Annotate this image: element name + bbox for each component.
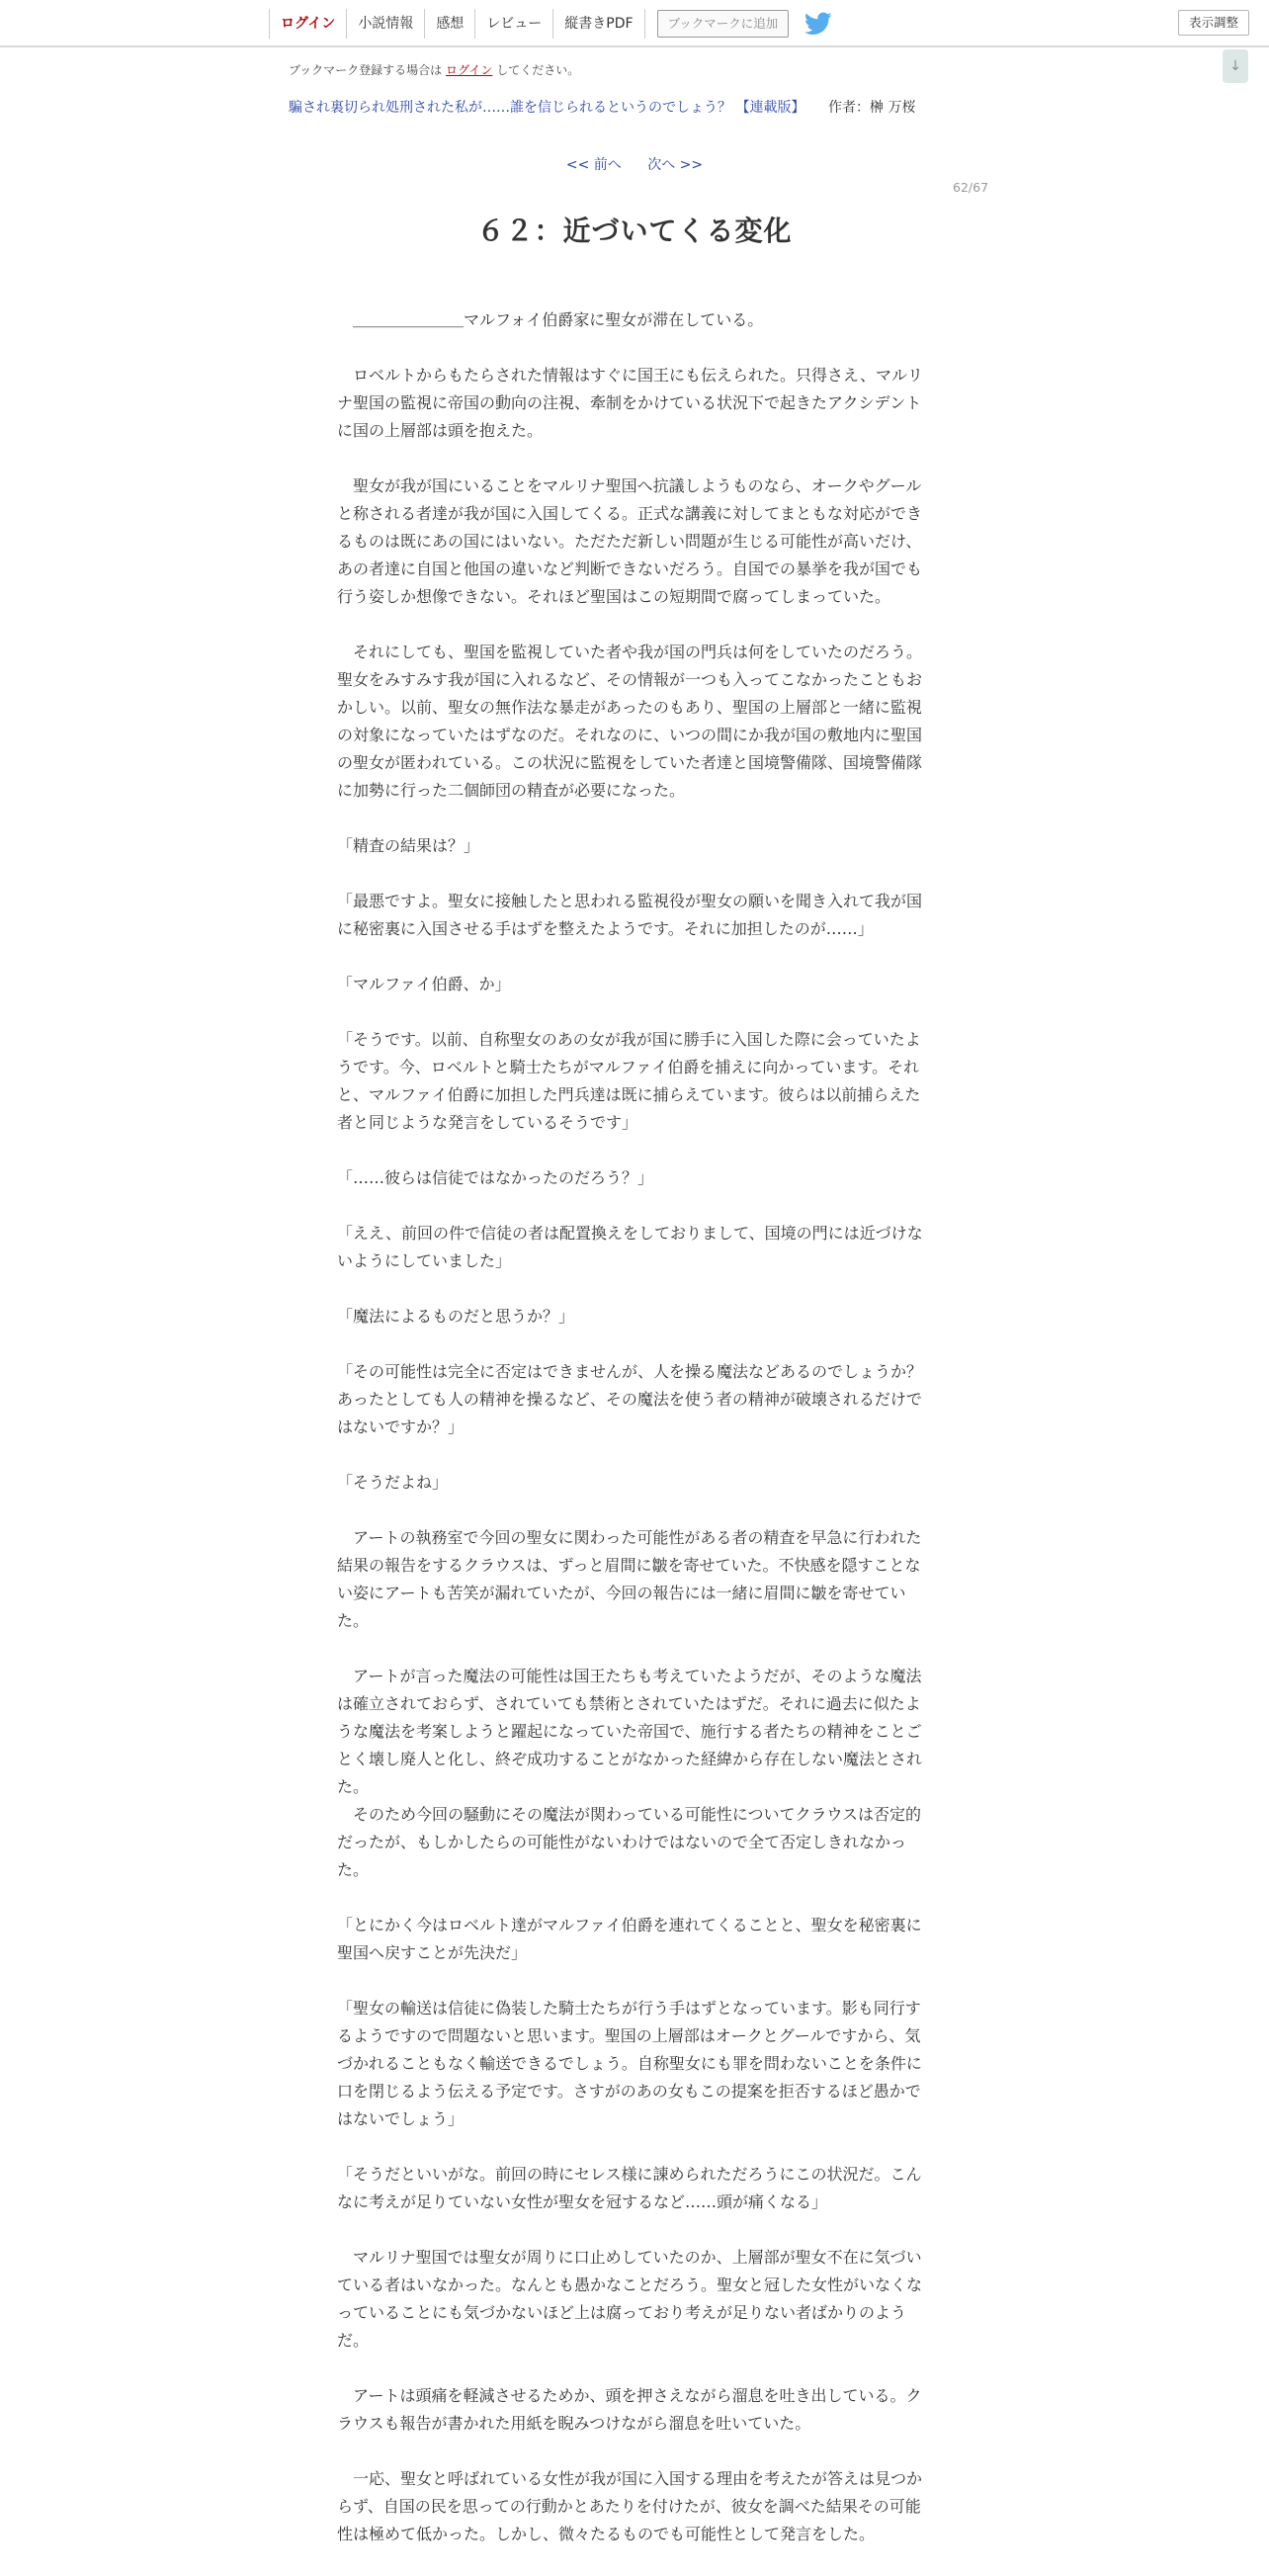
body-paragraph: 聖女が我が国にいることをマルリナ聖国へ抗議しようものなら、オークやグールと称される者達が我が国に入国してくる。正式な講義に対してまともな対応ができるものは既にあの国にはいない。ただただ新しい問題が生じる可能性が高いだけ、あの者達に自国と他国の違いなど判断できないだろう。自国での暴挙を我が国でも行う姿しか想像できない。それほど聖国はこの短期間で腐ってしまっていた。: [337, 476, 923, 606]
top-nav: [269, 9, 832, 39]
body-paragraph: アートは頭痛を軽減させるためか、頭を押さえながら溜息を吐き出している。クラウスも報告が書かれた用紙を睨みつけながら溜息を吐いていた。: [337, 2386, 922, 2433]
chapter-title: ６２：近づいてくる変化: [476, 215, 793, 247]
body-paragraph: それにしても、聖国を監視していた者や我が国の門兵は何をしていたのだろう。聖女をみすみす我が国に入れるなど、その情報が一つも入ってこなかったこともおかしい。以前、聖女の無作法な暴走があったのもあり、聖国の上層部と一緒に監視の対象になっていたはずなのだ。それなのに、いつの間にか我が国の敷地内に聖国の聖女が匿われている。この状況に監視をしていた者達と国境警備隊、国境警備隊に加勢に行った二個師団の精査が必要になった。: [337, 643, 923, 800]
body-paragraph: 一応、聖女と呼ばれている女性が我が国に入国する理由を考えたが答えは見つからず、自国の民を思っての行動かとあたりを付けたが、彼女を調べた結果その可能性は極めて低かった。しかし、微々たるものでも可能性として発言をした。: [337, 2469, 923, 2543]
scroll-down-button[interactable]: ↓: [1223, 49, 1248, 83]
episode-counter: 62/67: [953, 180, 989, 195]
body-paragraph: 「その可能性は完全に否定はできませんが、人を操る魔法などあるのでしょうか？ あったとしても人の精神を操るなど、その魔法を使う者の精神が破壊されるだけではないですか？」: [337, 1362, 939, 1436]
episode-pager: [0, 154, 1269, 174]
body-paragraph: 「最悪ですよ。聖女に接触したと思われる監視役が聖女の願いを聞き入れて我が国に秘密裏に入国させる手はずを整えたようです。それに加担したのが……」: [337, 892, 923, 938]
bookmark-login-link[interactable]: ログイン: [446, 63, 493, 77]
display-settings-button[interactable]: 表示調整: [1178, 10, 1249, 36]
body-paragraph: 「魔法によるものだと思うか？」: [337, 1307, 575, 1326]
bookmark-login-note: [289, 61, 579, 78]
body-paragraph: 「マルファイ伯爵、か」: [337, 975, 511, 993]
novel-title-link[interactable]: 騙され裏切られ処刑された私が……誰を信じられるというのでしょう？ 【連載版】: [289, 100, 805, 116]
bookmark-note-before: ブックマーク登録する場合は: [289, 63, 443, 77]
next-episode-link[interactable]: 次へ >>: [647, 157, 704, 173]
author-name: 作者：榊 万桜: [828, 100, 916, 116]
nav-review[interactable]: レビュー: [474, 9, 552, 39]
body-paragraph: 「聖女の輸送は信徒に偽装した騎士たちが行う手はずとなっています。影も同行するようですので問題ないと思います。聖国の上層部はオークとグールですから、気づかれることもなく輸送できるでしょう。自称聖女にも罪を問わないことを条件に口を閉じるよう伝える予定です。さすがのあの女もこの提案を拒否するほど愚かではないでしょう」: [337, 1999, 922, 2128]
nav-novel-info[interactable]: 小説情報: [346, 9, 424, 39]
body-paragraph: 「そうだよね」: [337, 1473, 449, 1492]
body-paragraph: 「そうだといいがな。前回の時にセレス様に諌められただろうにこの状況だ。こんなに考えが足りていない女性が聖女を冠するなど……頭が痛くなる」: [337, 2165, 922, 2211]
add-bookmark-button[interactable]: ブックマークに追加: [657, 10, 790, 38]
novel-body: [337, 306, 939, 2576]
body-paragraph: マルリナ聖国では聖女が周りに口止めしていたのか、上層部が聖女不在に気づいている者はいなかった。なんとも愚かなことだろう。聖女と冠した女性がいなくなっていることにも気づかないほど上は腐っており考えが足りない者ばかりのようだ。: [337, 2248, 923, 2350]
body-paragraph: 「ええ、前回の件で信徒の者は配置換えをしておりまして、国境の門には近づけないようにしていました」: [337, 1224, 923, 1270]
body-paragraph: アートの執務室で今回の聖女に関わった可能性がある者の精査を早急に行われた結果の報告をするクラウスは、ずっと眉間に皺を寄せていた。不快感を隠すことない姿にアートも苦笑が漏れていたが、今回の報告には一緒に眉間に皺を寄せていた。: [337, 1528, 922, 1630]
nav-vertical-pdf[interactable]: 縦書きPDF: [552, 9, 644, 39]
nav-login[interactable]: ログイン: [269, 9, 346, 39]
twitter-icon[interactable]: [804, 12, 832, 36]
body-paragraph: 「精査の結果は？」: [337, 836, 480, 855]
bookmark-note-after: してください。: [496, 63, 580, 77]
body-paragraph: 「とにかく今はロベルト達がマルファイ伯爵を連れてくることと、聖女を秘密裏に聖国へ戻すことが先決だ」: [337, 1916, 922, 1962]
body-paragraph: 「そうです。以前、自称聖女のあの女が我が国に勝手に入国した際に会っていたようです。今、ロベルトと騎士たちがマルファイ伯爵を捕えに向かっています。それと、マルファイ伯爵に加担した門兵達は既に捕らえています。彼らは以前捕らえた者と同じような発言をしているそうです」: [337, 1030, 921, 1132]
body-paragraph: ＿＿＿＿＿＿＿マルフォイ伯爵家に聖女が滞在している。: [337, 310, 764, 329]
top-bar: [0, 0, 1269, 47]
prev-episode-link[interactable]: << 前へ: [565, 157, 622, 173]
body-paragraph: ロベルトからもたらされた情報はすぐに国王にも伝えられた。只得さえ、マルリナ聖国の監視に帝国の動向の注視、牽制をかけている状況下で起きたアクシデントに国の上層部は頭を抱えた。: [337, 366, 923, 440]
body-paragraph: アートが言った魔法の可能性は国王たちも考えていたようだが、そのような魔法は確立されておらず、されていても禁術とされていたはずだ。それに過去に似たような魔法を考案しようと躍起になっていた帝国で、施行する者たちの精神をことごとく壊し廃人と化し、終ぞ成功することがなかった経緯から存在しない魔法とされた。 そのため今回の騒動にその魔法が関わっている可能性についてクラウスは否定的だったが、もしかしたらの可能性がないわけではないので全て否定しきれなかった。: [337, 1667, 923, 1879]
nav-impressions[interactable]: 感想: [424, 9, 474, 39]
body-paragraph: 「……彼らは信徒ではなかったのだろう？」: [337, 1168, 654, 1187]
